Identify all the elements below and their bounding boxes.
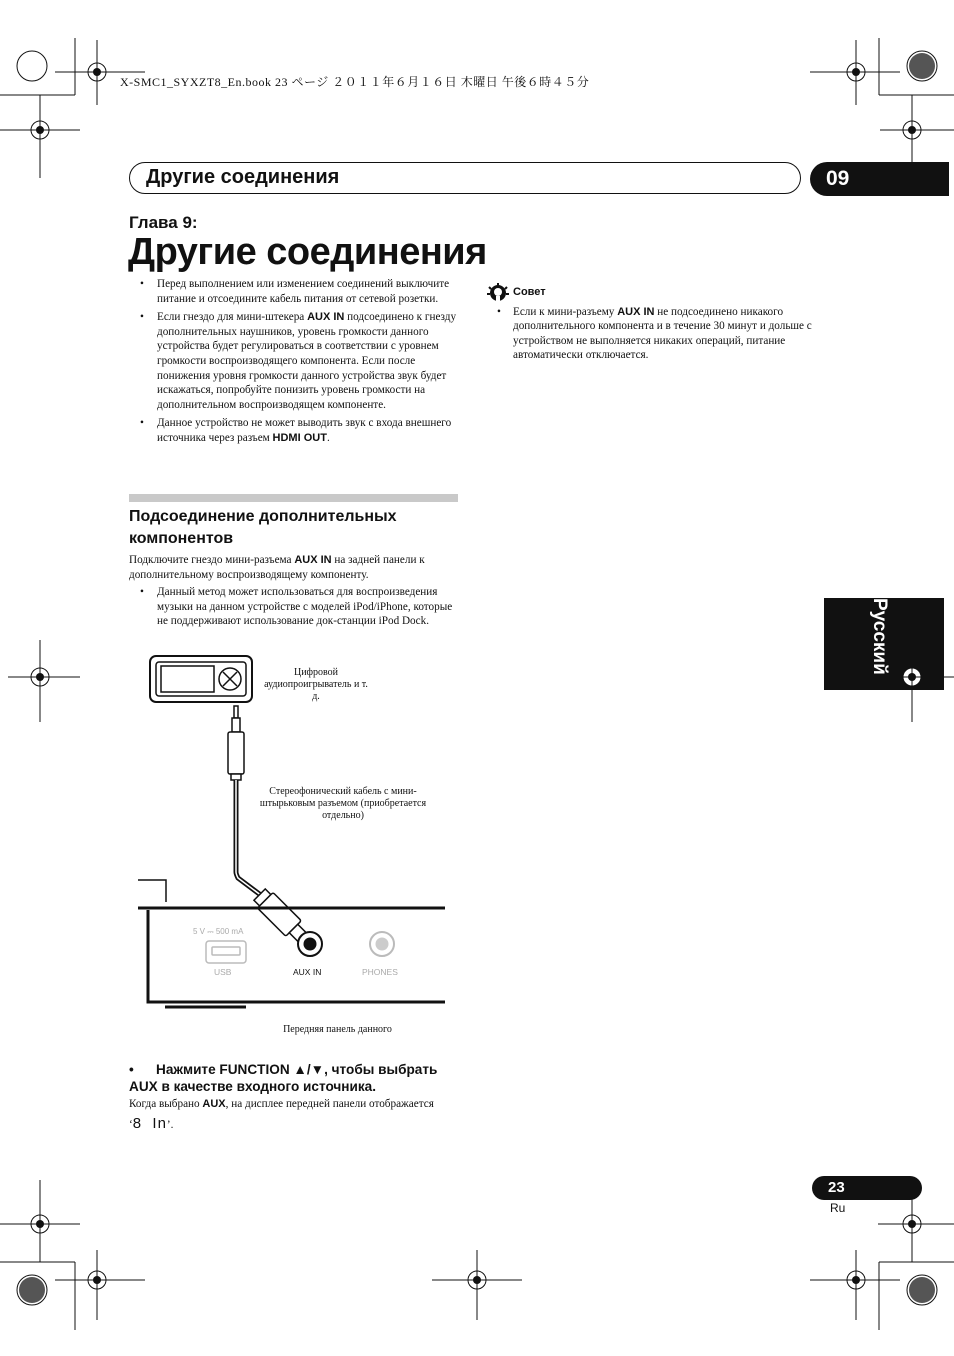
list-item: • Если гнездо для мини-штекера AUX IN подсоединено к гнезду дополнительных наушников, уровень громкости данного устройства будет регулироваться в соответствии с уровнем громкости воспроизводящего компонента. Если после понижения уровня громкости данного устройства звук будет искажаться, попробуйте понизить уровень громкости на дополнительном воспроизводящем компоненте.	[129, 310, 459, 412]
lightbulb-icon	[487, 283, 509, 303]
language-tab-label: Русский	[869, 598, 890, 675]
list-item: • Данный метод может использоваться для воспроизведения музыки на данном устройстве с моделей iPod/iPhone, которые не поддерживают использование док-станции iPod Dock.	[129, 585, 459, 629]
aux-in-jack	[298, 932, 322, 956]
intro-bullets	[129, 277, 459, 450]
aux-in-keyword: AUX IN	[307, 311, 345, 324]
page-language: Ru	[830, 1201, 846, 1215]
list-item: • Перед выполнением или изменением соединений выключите питание и отсоедините кабель питания от сетевой розетки.	[129, 277, 459, 306]
tip-title: Совет	[513, 286, 546, 298]
instruction-step: • Нажмите FUNCTION ▲/▼, чтобы выбрать AUX в качестве входного источника.	[129, 1062, 438, 1094]
cable-label: Стереофонический кабель с мини-штырьковым разъемом (приобретается отдельно)	[259, 786, 427, 821]
chapter-title: Другие соединения	[128, 231, 487, 273]
list-item: • Если к мини-разъему AUX IN не подсоединено никакого дополнительного компонента и в течение 30 минут и дольше с устройством не выполняется никаких операций, питание автоматически отключается.	[487, 305, 817, 363]
phones-jack	[370, 932, 394, 956]
instruction-detail: Когда выбрано AUX, на дисплее передней панели отображается ‘8 In’.	[129, 1098, 434, 1132]
phones-label: PHONES	[362, 967, 398, 977]
chapter-label: Глава 9:	[129, 213, 198, 232]
usb-spec-label: 5 V ⎓ 500 mA	[193, 927, 244, 936]
aux-in-keyword: AUX IN	[617, 305, 655, 318]
chapter-number-badge: 09	[810, 162, 949, 196]
list-item: • Данное устройство не может выводить звук с входа внешнего источника через разъем HDMI OUT.	[129, 416, 459, 445]
aux-keyword: AUX	[202, 1098, 226, 1110]
section-divider	[129, 494, 458, 502]
usb-label: USB	[214, 967, 232, 977]
section-heading: Подсоединение дополнительных компонентов	[129, 508, 397, 547]
print-header: X-SMC1_SYXZT8_En.book 23 ページ ２０１１年６月１６日 木曜日 午後６時４５分	[120, 75, 590, 89]
section-bullets	[129, 585, 459, 633]
display-readout: 8 In	[132, 1115, 167, 1132]
usb-port	[206, 941, 246, 963]
aux-in-label: AUX IN	[293, 967, 322, 977]
section-intro: Подключите гнездо мини-разъема AUX IN на задней панели к дополнительному воспроизводящему компоненту.	[129, 554, 425, 581]
hdmi-out-keyword: HDMI OUT	[272, 431, 327, 444]
audio-player-icon	[150, 656, 252, 702]
page-number: 23	[812, 1176, 922, 1200]
panel-caption: Передняя панель данного	[283, 1024, 392, 1035]
section-header-title: Другие соединения	[146, 166, 340, 188]
aux-in-keyword: AUX IN	[294, 554, 332, 566]
front-panel	[138, 880, 445, 1007]
tab-crop-mark-icon	[900, 665, 924, 689]
player-label: Цифровой аудиопроигрыватель и т. д.	[264, 667, 368, 702]
connection-diagram	[130, 652, 450, 1027]
tip-block	[487, 285, 817, 367]
mini-plug-top-icon	[228, 706, 244, 780]
